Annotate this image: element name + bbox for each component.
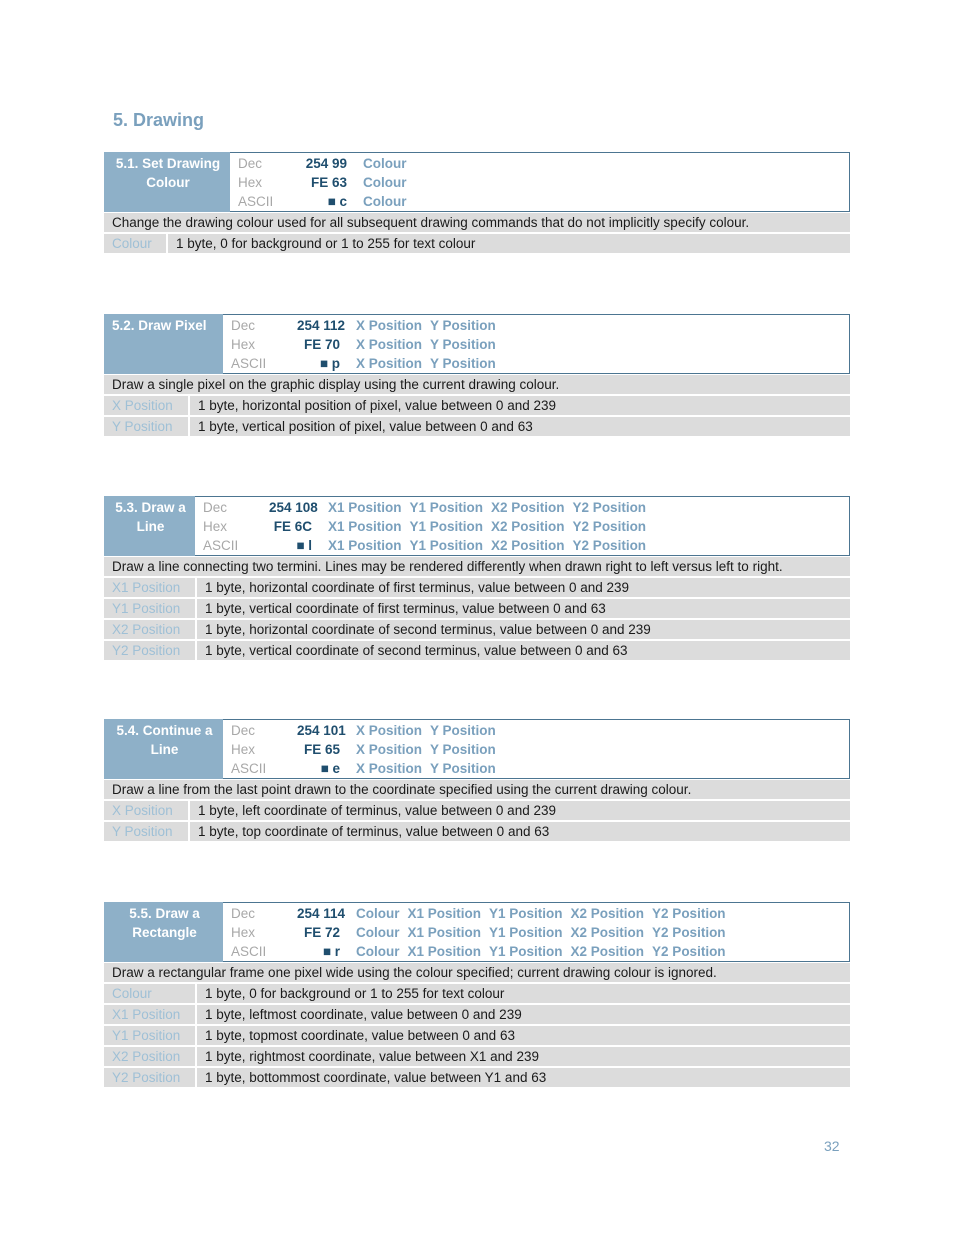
syntax-param: Colour [356, 944, 400, 959]
syntax-value-ascii: ■ l [296, 538, 312, 553]
command-draw-rectangle [104, 902, 850, 1087]
syntax-row-hex [203, 517, 849, 536]
syntax-row-dec [231, 904, 849, 923]
syntax-param: X Position [356, 761, 423, 776]
parameter-description: 1 byte, top coordinate of terminus, value between 0 and 63 [198, 824, 550, 839]
command-header [104, 719, 850, 779]
parameter-description: 1 byte, vertical coordinate of first terminus, value between 0 and 63 [205, 601, 606, 616]
syntax-param: Colour [356, 906, 400, 921]
page-number: 32 [824, 1138, 840, 1154]
syntax-param: Y1 Position [489, 906, 563, 921]
command-name: 5.2. Draw Pixel [104, 314, 223, 374]
parameter-name: Y Position [104, 417, 190, 436]
syntax-params [312, 536, 654, 555]
parameter-row [104, 641, 850, 660]
parameter-name: Y2 Position [104, 641, 197, 660]
parameter-description: 1 byte, horizontal position of pixel, value between 0 and 239 [198, 398, 556, 413]
syntax-label-hex: Hex [231, 337, 256, 352]
syntax-value-ascii: ■ p [319, 356, 340, 371]
parameter-row [104, 578, 850, 597]
syntax-param: Y2 Position [572, 500, 647, 515]
section-title: 5. Drawing [113, 110, 205, 130]
syntax-param: X1 Position [407, 925, 482, 940]
command-syntax [223, 903, 849, 961]
command-header [104, 152, 850, 212]
syntax-value-dec: 254 112 [297, 318, 346, 333]
syntax-param: X Position [356, 337, 423, 352]
parameter-row [104, 1047, 850, 1066]
parameter-row [104, 396, 850, 415]
command-name: 5.5. Draw a Rectangle [104, 902, 223, 962]
syntax-params [347, 154, 415, 173]
command-description: Draw a line from the last point drawn to the coordinate specified using the current drawing colour. [104, 780, 850, 799]
parameter-name: Colour [104, 234, 168, 253]
command-draw-pixel [104, 314, 850, 436]
syntax-row-hex [231, 740, 849, 759]
syntax-param: Y1 Position [409, 500, 484, 515]
syntax-param: Y1 Position [409, 519, 484, 534]
command-set-drawing-colour [104, 152, 850, 253]
syntax-value-hex: FE 63 [310, 175, 347, 190]
syntax-label-ascii: ASCII [231, 944, 267, 959]
parameter-description: 1 byte, horizontal coordinate of second terminus, value between 0 and 239 [205, 622, 651, 637]
parameter-description: 1 byte, vertical position of pixel, value between 0 and 63 [198, 419, 533, 434]
syntax-param: X2 Position [570, 906, 645, 921]
syntax-value-ascii: ■ e [320, 761, 340, 776]
syntax-param: Y1 Position [409, 538, 484, 553]
syntax-param: Colour [363, 194, 407, 209]
syntax-value-hex: FE 70 [303, 337, 340, 352]
parameter-row [104, 1026, 850, 1045]
syntax-value-dec: 254 101 [297, 723, 346, 738]
syntax-param: Y Position [430, 318, 496, 333]
syntax-value-dec: 254 114 [297, 906, 346, 921]
parameter-name: Y1 Position [104, 599, 197, 618]
syntax-value-dec: 254 99 [305, 156, 347, 171]
syntax-value-hex: FE 65 [303, 742, 340, 757]
syntax-label-dec: Dec [238, 156, 263, 171]
parameter-row [104, 801, 850, 820]
syntax-params [340, 759, 504, 778]
syntax-value-hex: FE 72 [303, 925, 340, 940]
parameter-description: 1 byte, vertical coordinate of second terminus, value between 0 and 63 [205, 643, 628, 658]
parameter-name: Y1 Position [104, 1026, 197, 1045]
syntax-param: X1 Position [328, 519, 402, 534]
parameter-name: X2 Position [104, 1047, 197, 1066]
parameter-description: 1 byte, 0 for background or 1 to 255 for text colour [176, 236, 476, 251]
syntax-label-dec: Dec [231, 723, 256, 738]
parameter-description: 1 byte, rightmost coordinate, value between X1 and 239 [205, 1049, 539, 1064]
syntax-params [340, 740, 504, 759]
syntax-row-ascii [203, 536, 849, 555]
syntax-label-dec: Dec [231, 318, 256, 333]
syntax-param: X Position [356, 723, 423, 738]
command-name: 5.4. Continue a Line [104, 719, 223, 779]
syntax-param: X2 Position [491, 519, 565, 534]
command-description: Draw a line connecting two termini. Lines may be rendered differently when drawn right to left versus left to right. [104, 557, 850, 576]
parameter-name: X2 Position [104, 620, 197, 639]
syntax-param: X Position [356, 742, 423, 757]
syntax-row-dec [231, 721, 849, 740]
syntax-param: X2 Position [570, 925, 645, 940]
syntax-params [340, 354, 504, 373]
syntax-params [340, 942, 734, 961]
command-syntax [223, 720, 849, 778]
syntax-param: Y Position [430, 356, 496, 371]
parameter-row [104, 822, 850, 841]
parameter-name: X1 Position [104, 578, 197, 597]
syntax-param: Y2 Position [652, 906, 726, 921]
syntax-param: Y Position [430, 742, 496, 757]
syntax-params [347, 192, 415, 211]
syntax-param: X2 Position [491, 538, 565, 553]
syntax-label-dec: Dec [231, 906, 256, 921]
syntax-param: X1 Position [328, 538, 402, 553]
parameter-description: 1 byte, left coordinate of terminus, value between 0 and 239 [198, 803, 556, 818]
syntax-param: X2 Position [570, 944, 645, 959]
syntax-value-dec: 254 108 [269, 500, 318, 515]
syntax-row-dec [238, 154, 849, 173]
command-description: Draw a rectangular frame one pixel wide using the colour specified; current drawing colour is ignored. [104, 963, 850, 982]
syntax-params [340, 721, 504, 740]
syntax-params [312, 517, 654, 536]
syntax-label-ascii: ASCII [203, 538, 239, 553]
parameter-row [104, 1005, 850, 1024]
syntax-param: Y Position [430, 761, 496, 776]
parameter-row [104, 984, 850, 1003]
syntax-params [340, 904, 734, 923]
syntax-row-ascii [231, 354, 849, 373]
syntax-param: Y Position [430, 723, 496, 738]
syntax-row-ascii [231, 942, 849, 961]
syntax-label-ascii: ASCII [238, 194, 274, 209]
parameter-description: 1 byte, topmost coordinate, value between 0 and 63 [205, 1028, 515, 1043]
syntax-param: Y Position [430, 337, 496, 352]
command-syntax [230, 153, 849, 211]
command-header [104, 902, 850, 962]
syntax-param: X2 Position [491, 500, 565, 515]
command-continue-line [104, 719, 850, 841]
syntax-label-hex: Hex [231, 742, 256, 757]
parameter-description: 1 byte, horizontal coordinate of first terminus, value between 0 and 239 [205, 580, 630, 595]
command-header [104, 496, 850, 556]
parameter-name: Colour [104, 984, 197, 1003]
syntax-label-hex: Hex [238, 175, 263, 190]
parameter-description: 1 byte, 0 for background or 1 to 255 for text colour [205, 986, 505, 1001]
syntax-label-ascii: ASCII [231, 356, 267, 371]
syntax-value-hex: FE 6C [273, 519, 312, 534]
syntax-param: X Position [356, 356, 423, 371]
syntax-params [340, 923, 734, 942]
parameter-row [104, 234, 850, 253]
syntax-param: Y2 Position [572, 538, 647, 553]
command-name: 5.3. Draw a Line [104, 496, 195, 556]
syntax-param: Colour [356, 925, 400, 940]
syntax-param: X1 Position [328, 500, 402, 515]
syntax-row-dec [231, 316, 849, 335]
syntax-params [312, 498, 654, 517]
command-description: Change the drawing colour used for all subsequent drawing commands that do not implicitly specify colour. [104, 213, 850, 232]
syntax-param: X Position [356, 318, 423, 333]
parameter-row [104, 417, 850, 436]
syntax-params [340, 335, 504, 354]
parameter-description: 1 byte, leftmost coordinate, value between 0 and 239 [205, 1007, 522, 1022]
syntax-param: X1 Position [407, 906, 482, 921]
syntax-row-hex [238, 173, 849, 192]
syntax-row-ascii [231, 759, 849, 778]
syntax-label-dec: Dec [203, 500, 228, 515]
syntax-params [340, 316, 504, 335]
command-header [104, 314, 850, 374]
parameter-row [104, 599, 850, 618]
syntax-param: Y2 Position [652, 944, 726, 959]
syntax-param: Y2 Position [572, 519, 647, 534]
syntax-label-hex: Hex [203, 519, 228, 534]
parameter-name: X1 Position [104, 1005, 197, 1024]
parameter-description: 1 byte, bottommost coordinate, value between Y1 and 63 [205, 1070, 547, 1085]
command-description: Draw a single pixel on the graphic display using the current drawing colour. [104, 375, 850, 394]
command-syntax [223, 315, 849, 373]
syntax-value-ascii: ■ c [327, 194, 347, 209]
syntax-row-hex [231, 335, 849, 354]
syntax-label-ascii: ASCII [231, 761, 267, 776]
syntax-param: Y1 Position [489, 944, 563, 959]
syntax-row-hex [231, 923, 849, 942]
syntax-value-ascii: ■ r [322, 944, 340, 959]
parameter-name: Y Position [104, 822, 190, 841]
command-name: 5.1. Set Drawing Colour [104, 152, 230, 212]
parameter-name: X Position [104, 396, 190, 415]
syntax-param: X1 Position [407, 944, 482, 959]
syntax-label-hex: Hex [231, 925, 256, 940]
parameter-name: X Position [104, 801, 190, 820]
parameter-row [104, 620, 850, 639]
command-syntax [195, 497, 849, 555]
parameter-name: Y2 Position [104, 1068, 197, 1087]
syntax-param: Colour [363, 175, 407, 190]
syntax-param: Colour [363, 156, 407, 171]
command-draw-line [104, 496, 850, 660]
parameter-row [104, 1068, 850, 1087]
syntax-param: Y2 Position [652, 925, 726, 940]
syntax-row-dec [203, 498, 849, 517]
syntax-params [347, 173, 415, 192]
syntax-param: Y1 Position [489, 925, 563, 940]
syntax-row-ascii [238, 192, 849, 211]
